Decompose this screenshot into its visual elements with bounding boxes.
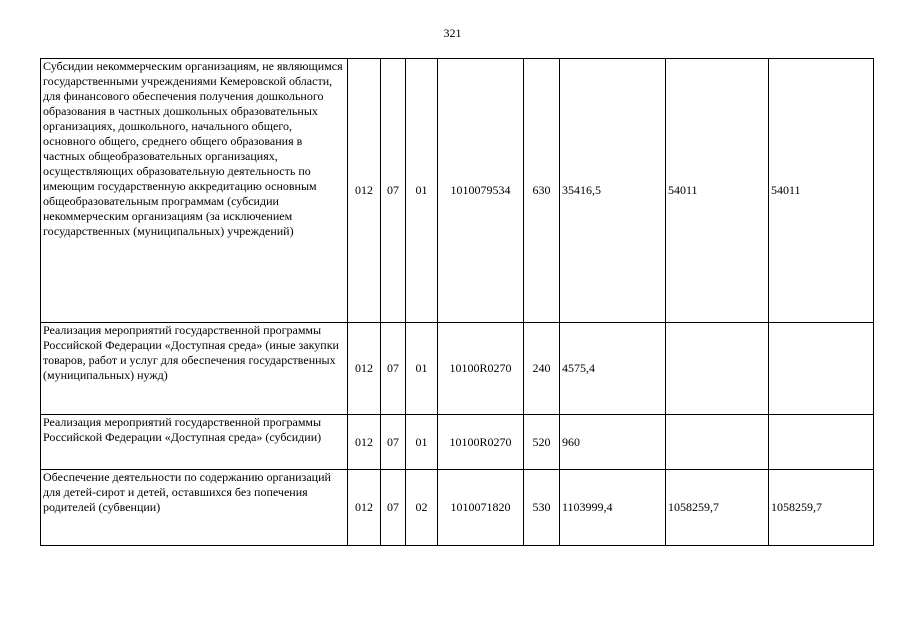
expense-type-code: 520 [524,415,560,470]
subsection-code: 01 [406,59,438,323]
section-code: 07 [381,323,406,415]
row-description: Обеспечение деятельности по содержанию организаций для детей-сирот и детей, оставшихся без попечения родителей (субвенции) [41,470,348,546]
ministry-code: 012 [348,323,381,415]
amount-year-2 [666,323,769,415]
expense-type-code: 630 [524,59,560,323]
amount-year-3: 1058259,7 [769,470,874,546]
amount-year-3 [769,323,874,415]
amount-year-1: 4575,4 [560,323,666,415]
ministry-code: 012 [348,415,381,470]
amount-year-2 [666,415,769,470]
ministry-code: 012 [348,470,381,546]
table-row [41,59,874,323]
amount-year-2: 54011 [666,59,769,323]
table-row [41,470,874,546]
amount-year-1: 1103999,4 [560,470,666,546]
row-description: Реализация мероприятий государственной программы Российской Федерации «Доступная среда» (субсидии) [41,415,348,470]
row-description: Субсидии некоммерческим организациям, не являющимся государственными учреждениями Кемеровской области, для финансового обеспечения получения дошкольного образования в частных дошкольных образовательных организациях, дошкольного, начального общего, основного общего, среднего общего образования в частных общеобразовательных организациях, осуществляющих образовательную деятельность по имеющим государственную аккредитацию основным общеобразовательным программам (субсидии некоммерческим организациям (за исключением государственных (муниципальных) учреждений) [41,59,348,323]
amount-year-1: 35416,5 [560,59,666,323]
target-article-code: 1010079534 [438,59,524,323]
section-code: 07 [381,415,406,470]
target-article-code: 10100R0270 [438,323,524,415]
expense-type-code: 530 [524,470,560,546]
subsection-code: 01 [406,323,438,415]
budget-table [40,58,874,546]
target-article-code: 1010071820 [438,470,524,546]
table-row [41,323,874,415]
expense-type-code: 240 [524,323,560,415]
section-code: 07 [381,470,406,546]
page-number: 321 [443,26,462,40]
section-code: 07 [381,59,406,323]
row-description: Реализация мероприятий государственной программы Российской Федерации «Доступная среда» (иные закупки товаров, работ и услуг для обеспечения государственных (муниципальных) нужд) [41,323,348,415]
subsection-code: 01 [406,415,438,470]
amount-year-2: 1058259,7 [666,470,769,546]
subsection-code: 02 [406,470,438,546]
target-article-code: 10100R0270 [438,415,524,470]
amount-year-1: 960 [560,415,666,470]
table-row [41,415,874,470]
amount-year-3: 54011 [769,59,874,323]
amount-year-3 [769,415,874,470]
ministry-code: 012 [348,59,381,323]
